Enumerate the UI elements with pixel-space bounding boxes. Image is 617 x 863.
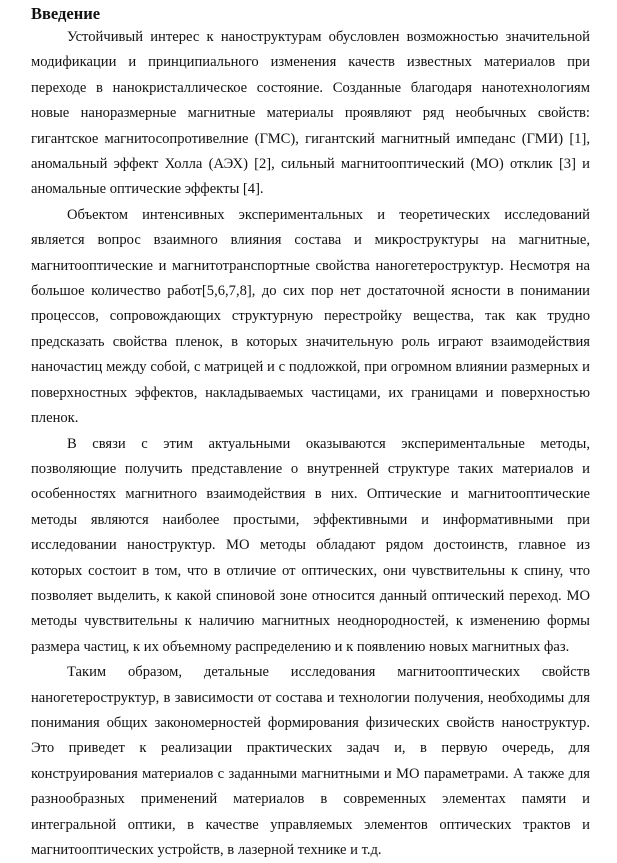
section-heading: Введение (31, 4, 101, 23)
paragraph-4: Таким образом, детальные исследования магнитооптических свойств наногетероструктур, в зависимости от состава и технологии получения, необходимы для понимания общих закономерностей формирования физических свойств наноструктур. Это приведет к реализации практических задач и, в первую очередь, для конструирования материалов с заданными магнитными и МО параметрами. А также для разнообразных применений материалов в современных элементах памяти и интегральной оптики, в качестве управляемых элементов оптических трактов и магнитооптических устройств, в лазерной технике и т.д. (31, 664, 590, 858)
paragraph-3: В связи с этим актуальными оказываются экспериментальные методы, позволяющие получить представление о внутренней структуре таких материалов и особенностях магнитного взаимодействия в них. Оптические и магнитооптические методы являются наиболее простыми, эффективными и информативными при исследовании наноструктур. МО методы обладают рядом достоинств, главное из которых состоит в том, что в отличие от оптических, они чувствительны к спину, что позволяет выделить, к какой спиновой зоне относится данный оптический переход. МО методы чувствительны к наличию магнитных неоднородностей, к изменению формы размера частиц, к их объемному распределению и к появлению новых магнитных фаз. (31, 435, 590, 655)
paragraph-1: Устойчивый интерес к наноструктурам обусловлен возможностью значительной модификации и принципиального изменения качеств известных материалов при переходе в нанокристаллическое состояние. Созданные благодаря нанотехнологиям новые наноразмерные магнитные материалы проявляют ряд необычных свойств: гигантское магнитосопротивелние (ГМС), гигантский магнитный импеданс (ГМИ) [1], аномальный эффект Холла (АЭХ) [2], сильный магнитооптический (МО) отклик [3] и аномальные оптические эффекты [4]. (31, 29, 590, 198)
document-page (31, 3, 590, 863)
paragraph-2: Объектом интенсивных экспериментальных и теоретических исследований является вопрос взаимного влияния состава и микроструктуры на магнитные, магнитооптические и магнитотранспортные свойства наногетероструктур. Несмотря на большое количество работ[5,6,7,8], до сих пор нет достаточной ясности в понимании процессов, сопровождающих структурную перестройку вещества, так как трудно предсказать свойства пленок, в которых значительную роль играют взаимодействия наночастиц между собой, с матрицей и с подложкой, при огромном влиянии размерных и поверхностных эффектов, накладываемых частицами, их границами и поверхностью пленок. (31, 206, 590, 427)
